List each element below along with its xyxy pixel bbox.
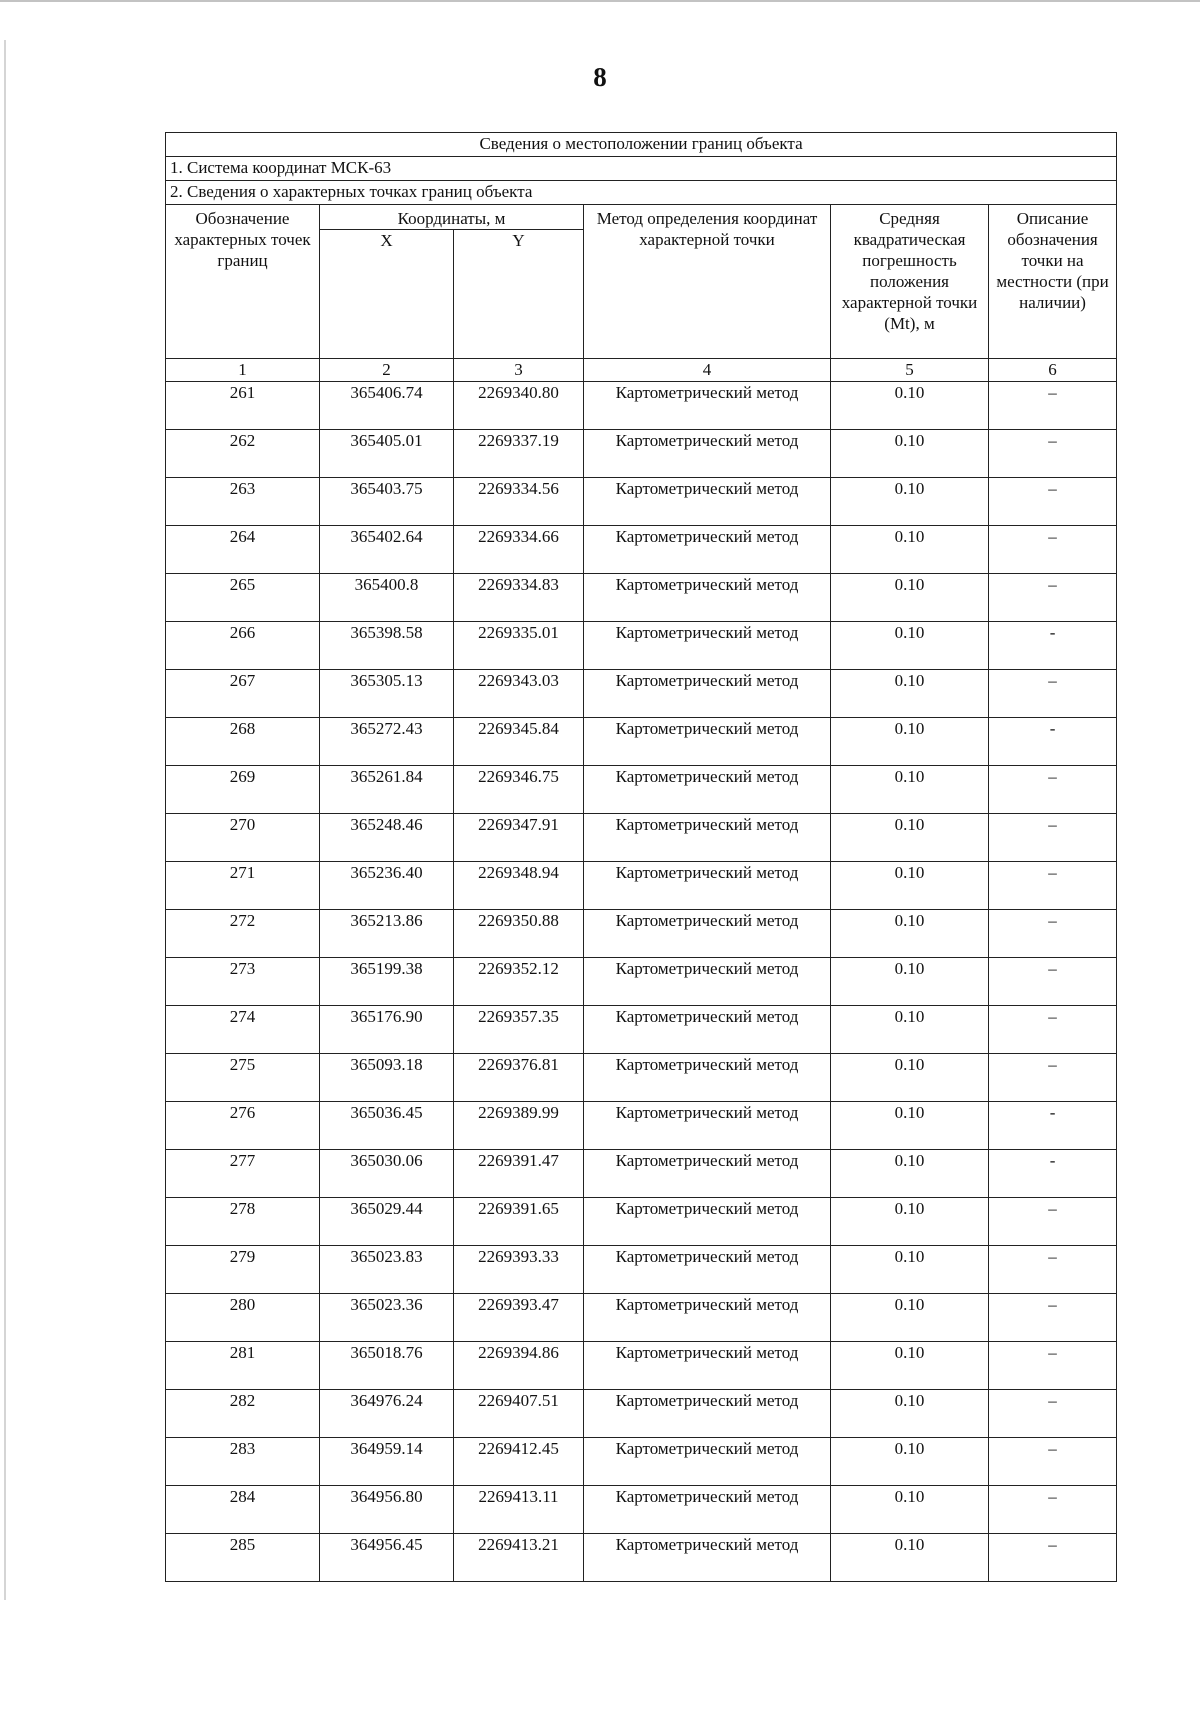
- coord-x-cell: 364976.24: [320, 1390, 454, 1438]
- description-cell: –: [989, 1246, 1117, 1294]
- table-row: [166, 958, 1117, 1006]
- page-number: 8: [593, 62, 607, 92]
- coord-y-cell: 2269340.80: [454, 382, 584, 430]
- mean-error-cell: 0.10: [831, 670, 989, 718]
- table-row: [166, 1054, 1117, 1102]
- table-row: [166, 814, 1117, 862]
- coord-y-cell: 2269394.86: [454, 1342, 584, 1390]
- col-number: 2: [320, 359, 454, 382]
- description-cell: –: [989, 670, 1117, 718]
- coord-y-cell: 2269376.81: [454, 1054, 584, 1102]
- method-cell: Картометрический метод: [584, 814, 831, 862]
- coord-x-cell: 365403.75: [320, 478, 454, 526]
- col-number: 1: [166, 359, 320, 382]
- table-row: [166, 1438, 1117, 1486]
- coordinate-system-row: 1. Система координат МСК-63: [166, 157, 1117, 181]
- coord-y-cell: 2269407.51: [454, 1390, 584, 1438]
- header-mean-error: Средняя квадратическая погрешность положения характерной точки (Mt), м: [831, 205, 989, 359]
- mean-error-cell: 0.10: [831, 1294, 989, 1342]
- scan-top-line: [0, 0, 1200, 2]
- method-cell: Картометрический метод: [584, 1198, 831, 1246]
- description-cell: –: [989, 1054, 1117, 1102]
- coord-y-cell: 2269393.47: [454, 1294, 584, 1342]
- description-cell: –: [989, 574, 1117, 622]
- coord-x-cell: 365213.86: [320, 910, 454, 958]
- col-number: 6: [989, 359, 1117, 382]
- method-cell: Картометрический метод: [584, 382, 831, 430]
- coord-x-cell: 365248.46: [320, 814, 454, 862]
- point-id-cell: 265: [166, 574, 320, 622]
- header-method: Метод определения координат характерной точки: [584, 205, 831, 359]
- col-number: 3: [454, 359, 584, 382]
- table-row: [166, 430, 1117, 478]
- point-id-cell: 263: [166, 478, 320, 526]
- description-cell: –: [989, 430, 1117, 478]
- col-number: 5: [831, 359, 989, 382]
- coord-y-cell: 2269350.88: [454, 910, 584, 958]
- point-id-cell: 279: [166, 1246, 320, 1294]
- description-cell: –: [989, 910, 1117, 958]
- point-id-cell: 283: [166, 1438, 320, 1486]
- coord-x-cell: 365406.74: [320, 382, 454, 430]
- table-title: Сведения о местоположении границ объекта: [166, 133, 1117, 157]
- coord-y-cell: 2269343.03: [454, 670, 584, 718]
- table-row: [166, 1006, 1117, 1054]
- table-row: [166, 574, 1117, 622]
- method-cell: Картометрический метод: [584, 1294, 831, 1342]
- description-cell: –: [989, 1294, 1117, 1342]
- point-id-cell: 266: [166, 622, 320, 670]
- coord-x-cell: 365261.84: [320, 766, 454, 814]
- method-cell: Картометрический метод: [584, 574, 831, 622]
- description-cell: –: [989, 1486, 1117, 1534]
- mean-error-cell: 0.10: [831, 622, 989, 670]
- mean-error-cell: 0.10: [831, 1198, 989, 1246]
- coord-y-cell: 2269412.45: [454, 1438, 584, 1486]
- point-id-cell: 267: [166, 670, 320, 718]
- point-id-cell: 261: [166, 382, 320, 430]
- mean-error-cell: 0.10: [831, 1438, 989, 1486]
- method-cell: Картометрический метод: [584, 478, 831, 526]
- point-id-cell: 284: [166, 1486, 320, 1534]
- point-id-cell: 264: [166, 526, 320, 574]
- mean-error-cell: 0.10: [831, 526, 989, 574]
- coord-x-cell: 365305.13: [320, 670, 454, 718]
- method-cell: Картометрический метод: [584, 526, 831, 574]
- coord-y-cell: 2269337.19: [454, 430, 584, 478]
- coord-y-cell: 2269391.47: [454, 1150, 584, 1198]
- description-cell: –: [989, 862, 1117, 910]
- coord-x-cell: 365400.8: [320, 574, 454, 622]
- mean-error-cell: 0.10: [831, 766, 989, 814]
- description-cell: –: [989, 1006, 1117, 1054]
- method-cell: Картометрический метод: [584, 1102, 831, 1150]
- description-cell: –: [989, 478, 1117, 526]
- coord-x-cell: 365176.90: [320, 1006, 454, 1054]
- table-row: [166, 1342, 1117, 1390]
- mean-error-cell: 0.10: [831, 958, 989, 1006]
- coord-x-cell: 365036.45: [320, 1102, 454, 1150]
- method-cell: Картометрический метод: [584, 1246, 831, 1294]
- table-row: [166, 382, 1117, 430]
- mean-error-cell: 0.10: [831, 574, 989, 622]
- table-row: [166, 862, 1117, 910]
- coord-y-cell: 2269335.01: [454, 622, 584, 670]
- mean-error-cell: 0.10: [831, 1054, 989, 1102]
- description-cell: –: [989, 1390, 1117, 1438]
- coord-x-cell: 365023.83: [320, 1246, 454, 1294]
- coord-x-cell: 364956.45: [320, 1534, 454, 1582]
- method-cell: Картометрический метод: [584, 1390, 831, 1438]
- table-row: [166, 766, 1117, 814]
- table-row: [166, 1102, 1117, 1150]
- mean-error-cell: 0.10: [831, 1006, 989, 1054]
- coord-y-cell: 2269346.75: [454, 766, 584, 814]
- description-cell: –: [989, 1438, 1117, 1486]
- description-cell: –: [989, 766, 1117, 814]
- coord-x-cell: 365029.44: [320, 1198, 454, 1246]
- col-number: 4: [584, 359, 831, 382]
- point-id-cell: 274: [166, 1006, 320, 1054]
- mean-error-cell: 0.10: [831, 1342, 989, 1390]
- table-row: [166, 1246, 1117, 1294]
- coord-y-cell: 2269347.91: [454, 814, 584, 862]
- description-cell: –: [989, 382, 1117, 430]
- point-id-cell: 277: [166, 1150, 320, 1198]
- coord-y-cell: 2269413.11: [454, 1486, 584, 1534]
- header-x: X: [320, 230, 454, 359]
- description-cell: –: [989, 814, 1117, 862]
- point-id-cell: 281: [166, 1342, 320, 1390]
- mean-error-cell: 0.10: [831, 910, 989, 958]
- point-id-cell: 275: [166, 1054, 320, 1102]
- scan-edge-mark: [4, 40, 6, 1600]
- coord-y-cell: 2269393.33: [454, 1246, 584, 1294]
- mean-error-cell: 0.10: [831, 1390, 989, 1438]
- header-coordinates: Координаты, м: [320, 205, 584, 230]
- description-cell: –: [989, 1342, 1117, 1390]
- point-id-cell: 270: [166, 814, 320, 862]
- description-cell: -: [989, 1150, 1117, 1198]
- point-id-cell: 271: [166, 862, 320, 910]
- coord-y-cell: 2269413.21: [454, 1534, 584, 1582]
- boundary-points-table: [165, 132, 1117, 1582]
- table-row: [166, 622, 1117, 670]
- description-cell: –: [989, 958, 1117, 1006]
- table-row: [166, 478, 1117, 526]
- method-cell: Картометрический метод: [584, 1150, 831, 1198]
- mean-error-cell: 0.10: [831, 718, 989, 766]
- description-cell: -: [989, 718, 1117, 766]
- coord-y-cell: 2269345.84: [454, 718, 584, 766]
- coord-y-cell: 2269334.83: [454, 574, 584, 622]
- coord-x-cell: 365030.06: [320, 1150, 454, 1198]
- method-cell: Картометрический метод: [584, 1054, 831, 1102]
- coord-y-cell: 2269334.56: [454, 478, 584, 526]
- method-cell: Картометрический метод: [584, 718, 831, 766]
- table-row: [166, 1534, 1117, 1582]
- mean-error-cell: 0.10: [831, 1486, 989, 1534]
- coord-x-cell: 365018.76: [320, 1342, 454, 1390]
- point-id-cell: 268: [166, 718, 320, 766]
- method-cell: Картометрический метод: [584, 1438, 831, 1486]
- method-cell: Картометрический метод: [584, 1534, 831, 1582]
- header-point-designation: Обозначение характерных точек границ: [166, 205, 320, 359]
- table-row: [166, 910, 1117, 958]
- coord-x-cell: 365272.43: [320, 718, 454, 766]
- header-y: Y: [454, 230, 584, 359]
- mean-error-cell: 0.10: [831, 814, 989, 862]
- coord-x-cell: 365023.36: [320, 1294, 454, 1342]
- coord-x-cell: 365093.18: [320, 1054, 454, 1102]
- coord-x-cell: 364959.14: [320, 1438, 454, 1486]
- mean-error-cell: 0.10: [831, 1534, 989, 1582]
- point-id-cell: 280: [166, 1294, 320, 1342]
- description-cell: -: [989, 622, 1117, 670]
- table-row: [166, 718, 1117, 766]
- mean-error-cell: 0.10: [831, 430, 989, 478]
- method-cell: Картометрический метод: [584, 622, 831, 670]
- method-cell: Картометрический метод: [584, 1486, 831, 1534]
- point-id-cell: 278: [166, 1198, 320, 1246]
- point-id-cell: 282: [166, 1390, 320, 1438]
- coord-x-cell: 365236.40: [320, 862, 454, 910]
- header-description: Описание обозначения точки на местности (при наличии): [989, 205, 1117, 359]
- point-id-cell: 276: [166, 1102, 320, 1150]
- coord-x-cell: 364956.80: [320, 1486, 454, 1534]
- mean-error-cell: 0.10: [831, 478, 989, 526]
- coord-y-cell: 2269391.65: [454, 1198, 584, 1246]
- coord-x-cell: 365402.64: [320, 526, 454, 574]
- mean-error-cell: 0.10: [831, 1246, 989, 1294]
- coord-y-cell: 2269348.94: [454, 862, 584, 910]
- point-id-cell: 262: [166, 430, 320, 478]
- points-section-row: 2. Сведения о характерных точках границ объекта: [166, 181, 1117, 205]
- table-row: [166, 1486, 1117, 1534]
- description-cell: –: [989, 526, 1117, 574]
- mean-error-cell: 0.10: [831, 862, 989, 910]
- coord-y-cell: 2269334.66: [454, 526, 584, 574]
- method-cell: Картометрический метод: [584, 910, 831, 958]
- method-cell: Картометрический метод: [584, 430, 831, 478]
- point-id-cell: 272: [166, 910, 320, 958]
- coord-y-cell: 2269389.99: [454, 1102, 584, 1150]
- table-row: [166, 1390, 1117, 1438]
- coord-y-cell: 2269352.12: [454, 958, 584, 1006]
- table-row: [166, 670, 1117, 718]
- table-row: [166, 526, 1117, 574]
- mean-error-cell: 0.10: [831, 382, 989, 430]
- table-row: [166, 1198, 1117, 1246]
- mean-error-cell: 0.10: [831, 1150, 989, 1198]
- method-cell: Картометрический метод: [584, 958, 831, 1006]
- table-row: [166, 1294, 1117, 1342]
- table-row: [166, 1150, 1117, 1198]
- coord-x-cell: 365398.58: [320, 622, 454, 670]
- point-id-cell: 269: [166, 766, 320, 814]
- description-cell: –: [989, 1534, 1117, 1582]
- method-cell: Картометрический метод: [584, 1006, 831, 1054]
- coord-y-cell: 2269357.35: [454, 1006, 584, 1054]
- method-cell: Картометрический метод: [584, 1342, 831, 1390]
- mean-error-cell: 0.10: [831, 1102, 989, 1150]
- description-cell: -: [989, 1102, 1117, 1150]
- coord-x-cell: 365199.38: [320, 958, 454, 1006]
- point-id-cell: 273: [166, 958, 320, 1006]
- point-id-cell: 285: [166, 1534, 320, 1582]
- method-cell: Картометрический метод: [584, 670, 831, 718]
- method-cell: Картометрический метод: [584, 766, 831, 814]
- method-cell: Картометрический метод: [584, 862, 831, 910]
- coord-x-cell: 365405.01: [320, 430, 454, 478]
- description-cell: –: [989, 1198, 1117, 1246]
